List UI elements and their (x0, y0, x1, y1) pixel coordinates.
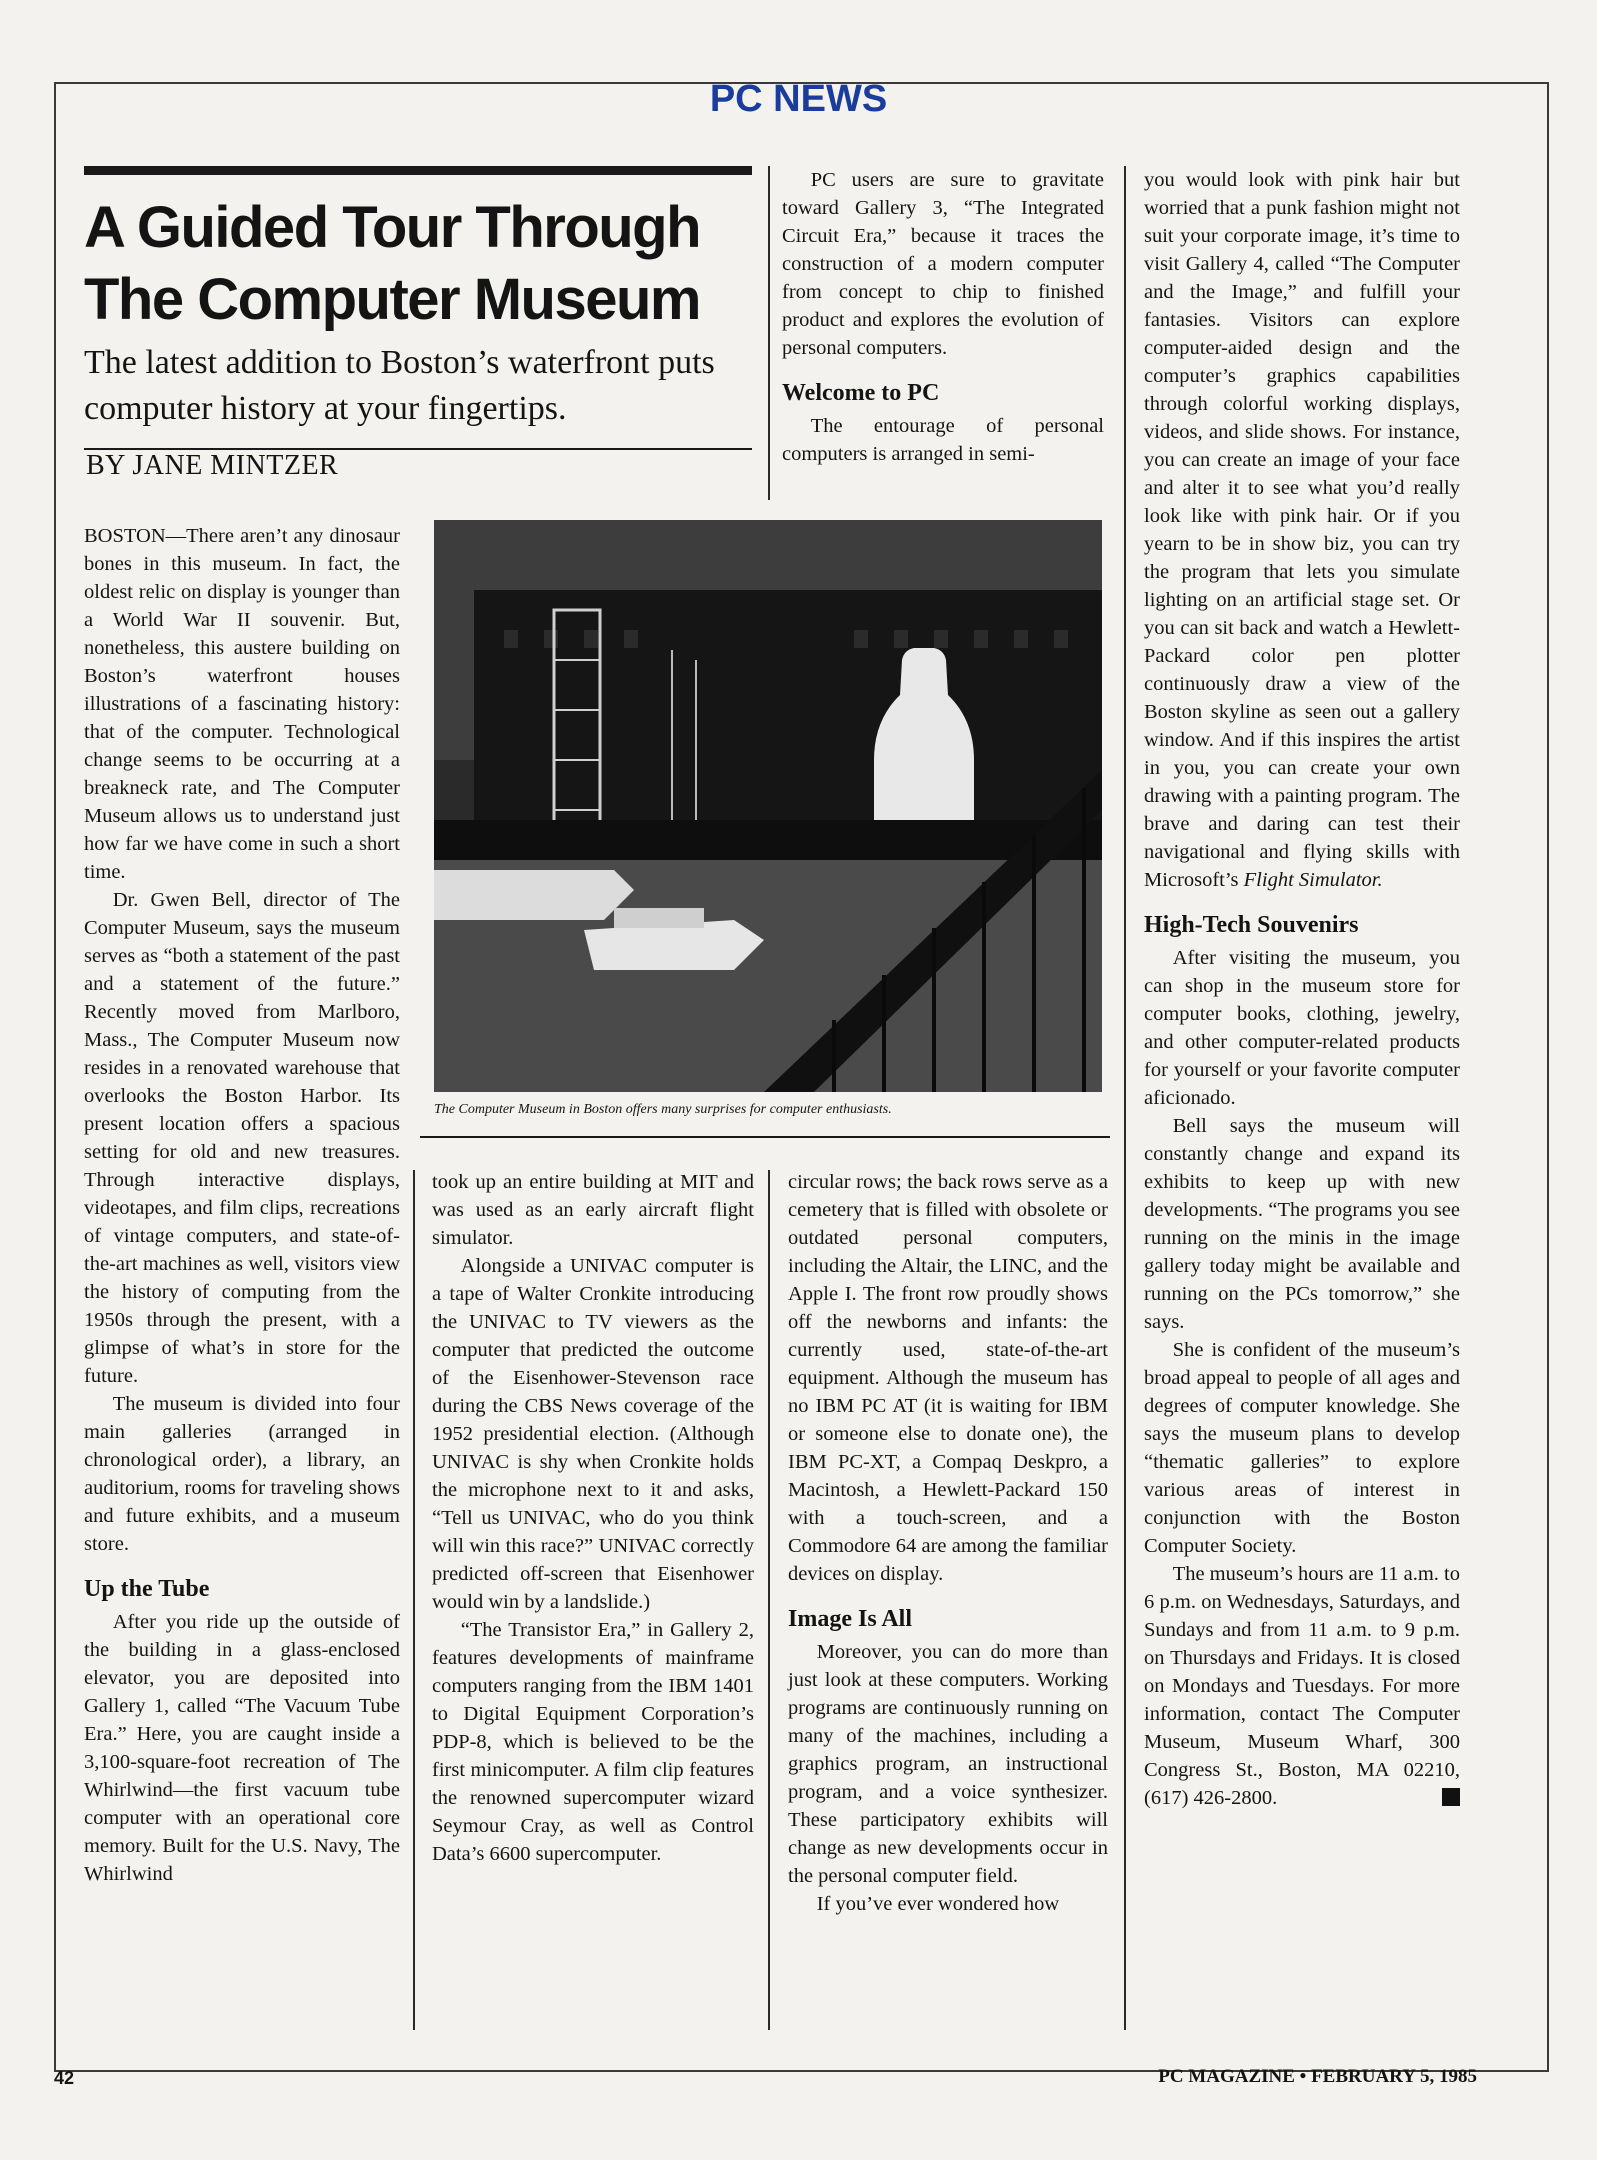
paragraph: She is confident of the museum’s broad appeal to people of all ages and degrees of computer knowledge. She says the museum plans to develop “thematic galleries” to explore various areas of interest in conjunction with the Boston Computer Society. (1144, 1339, 1460, 1557)
paragraph: Bell says the museum will constantly change and expand its exhibits to keep up with new developments. “The programs you see running on the minis in the image gallery today might be available and running on the PCs tomorrow,” she says. (1144, 1115, 1460, 1333)
paragraph: If you’ve ever wondered how (816, 1893, 1060, 1915)
paragraph: Moreover, you can do more than just look at these computers. Working programs are continuously running on many of the machines, including a graphics program, an instructional program, and a voice synthesizer. These participatory exhibits will change as new developments occur in the personal computer field. (788, 1641, 1108, 1887)
subhead-up-the-tube: Up the Tube (84, 1576, 210, 1602)
paragraph: After visiting the museum, you can shop in the museum store for computer books, clothing, jewelry, and other computer-related products for yourself or your favorite computer aficionado. (1144, 947, 1460, 1109)
photo-caption: The Computer Museum in Boston offers many surprises for computer enthusiasts. (434, 1102, 892, 1117)
paragraph (1144, 1560, 1460, 1812)
magazine-footer: PC MAGAZINE • FEBRUARY 5, 1985 (1158, 2066, 1477, 2087)
deck: The latest addition to Boston’s waterfront puts computer history at your fingertips. (84, 344, 715, 427)
page-number: 42 (54, 2068, 75, 2088)
software-title: Flight Simulator. (1243, 869, 1383, 891)
byline: BY JANE MINTZER (86, 450, 339, 481)
paragraph: Alongside a UNIVAC computer is a tape of Walter Cronkite introducing the UNIVAC to TV viewers as the computer that predicted the outcome of the Eisenhower-Stevenson race during the CBS News coverage of the 1952 presidential election. (Although UNIVAC is shy when Cronkite holds the microphone next to it and asks, “Tell us UNIVAC, who do you think will win this race?” UNIVAC correctly predicted off-screen that Eisenhower would win by a landslide.) (432, 1255, 754, 1613)
paragraph: Dr. Gwen Bell, director of The Computer Museum, says the museum serves as “both a statement of the past and a statement of the future.” Recently moved from Marlboro, Mass., The Computer Museum now resides in a renovated warehouse that overlooks the Boston Harbor. Its present location offers a spacious setting for old and new treasures. Through interactive displays, videotapes, and film clips, recreations of vintage computers, and state-of-the-art machines as well, visitors view the history of computing from the 1950s through the present, with a glimpse of what’s in store for the future. (84, 889, 400, 1387)
paragraph (1144, 166, 1460, 894)
paragraph: “The Transistor Era,” in Gallery 2, features developments of mainframe computers ranging from the IBM 1401 to Digital Equipment Corporation’s PDP-8, which is believed to be the first minicomputer. A film clip features the renowned supercomputer wizard Seymour Cray, as well as Control Data’s 6600 supercomputer. (432, 1619, 754, 1865)
article-column-3-bottom (788, 1168, 1108, 1918)
article-column-1 (84, 522, 400, 1888)
museum-waterfront-image (434, 520, 1102, 1092)
paragraph-text: The museum’s hours are 11 a.m. to 6 p.m. on Wednesdays, Saturdays, and Sundays and from 11 a.m. to 9 p.m. on Thursdays and Fridays. It is closed on Mondays and Tuesdays. For more information, contact The Computer Museum, Museum Wharf, 300 Congress St., Boston, MA 02210, (617) 426-2800. (1144, 1563, 1461, 1809)
paragraph: After you ride up the outside of the building in a glass-enclosed elevator, you are deposited into Gallery 1, called “The Vacuum Tube Era.” Here, you are caught inside a 3,100-square-foot recreation of The Whirlwind—the first vacuum tube computer with an operational core memory. Built for the U.S. Navy, The Whirlwind (84, 1611, 400, 1885)
article-column-3-top (782, 166, 1104, 468)
paragraph: BOSTON—There aren’t any dinosaur bones in this museum. In fact, the oldest relic on display is younger than a World War II souvenir. But, nonetheless, this austere building on Boston’s waterfront houses illustrations of a fascinating history: that of the computer. Technological change seems to be occurring at a breakneck rate, and The Computer Museum allows us to understand just how far we have come in such a short time. (84, 525, 400, 883)
paragraph: PC users are sure to gravitate toward Gallery 3, “The Integrated Circuit Era,” because it traces the construction of a modern computer from concept to chip to finished product and explores the evolution of personal computers. (782, 169, 1104, 359)
paragraph: The museum is divided into four main galleries (arranged in chronological order), a library, an auditorium, rooms for traveling shows and future exhibits, and a museum store. (84, 1393, 400, 1555)
column-rule-2 (768, 166, 770, 500)
headline-line-1: A Guided Tour Through (84, 195, 701, 260)
headline-line-2: The Computer Museum (84, 267, 700, 332)
column-rule-2b (768, 1170, 770, 2030)
column-rule-3 (1124, 166, 1126, 2030)
subhead-image-is-all: Image Is All (788, 1606, 913, 1632)
subhead-high-tech-souvenirs: High-Tech Souvenirs (1144, 912, 1359, 938)
paragraph: took up an entire building at MIT and was used as an early aircraft flight simulator. (432, 1171, 754, 1249)
article-column-4 (1144, 166, 1460, 1812)
paragraph-text: you would look with pink hair but worried that a punk fashion might not suit your corporate image, it’s time to visit Gallery 4, called “The Computer and the Image,” and fulfill your fantasies. Visitors can explore computer-aided design and the computer’s graphics capabilities through colorful working displays, videos, and slide shows. For instance, you can create an image of your face and alter it to see what you’d really look like with pink hair. Or if you yearn to be in show biz, you can try the program that lets you simulate lighting on an artificial stage set. Or you can sit back and watch a Hewlett-Packard color pen plotter continuously draw a view of the Boston skyline as seen out a gallery window. And if this inspires the artist in you, you can create your own drawing with a painting program. The brave and daring can test their navigational and flying skills with Microsoft’s (1144, 169, 1460, 891)
article-column-2 (432, 1168, 754, 1868)
subhead-welcome-to-pc: Welcome to PC (782, 380, 940, 406)
paragraph: The entourage of personal computers is arranged in semi- (782, 415, 1104, 465)
headline-top-rule (84, 166, 752, 175)
headline (84, 192, 744, 336)
section-header: PC NEWS (709, 78, 888, 120)
column-rule-1 (413, 1170, 415, 2030)
caption-rule (420, 1136, 1110, 1138)
museum-photo (434, 520, 1102, 1092)
end-mark (1442, 1788, 1460, 1806)
paragraph: circular rows; the back rows serve as a cemetery that is filled with obsolete or outdated personal computers, including the Altair, the LINC, and the Apple I. The front row proudly shows off the newborns and infants: the currently used, state-of-the-art equipment. Although the museum has no IBM PC AT (it is waiting for IBM or someone else to donate one), the IBM PC-XT, a Compaq Deskpro, a Macintosh, a Hewlett-Packard 150 with a touch-screen, and a Commodore 64 are among the familiar devices on display. (788, 1171, 1108, 1585)
